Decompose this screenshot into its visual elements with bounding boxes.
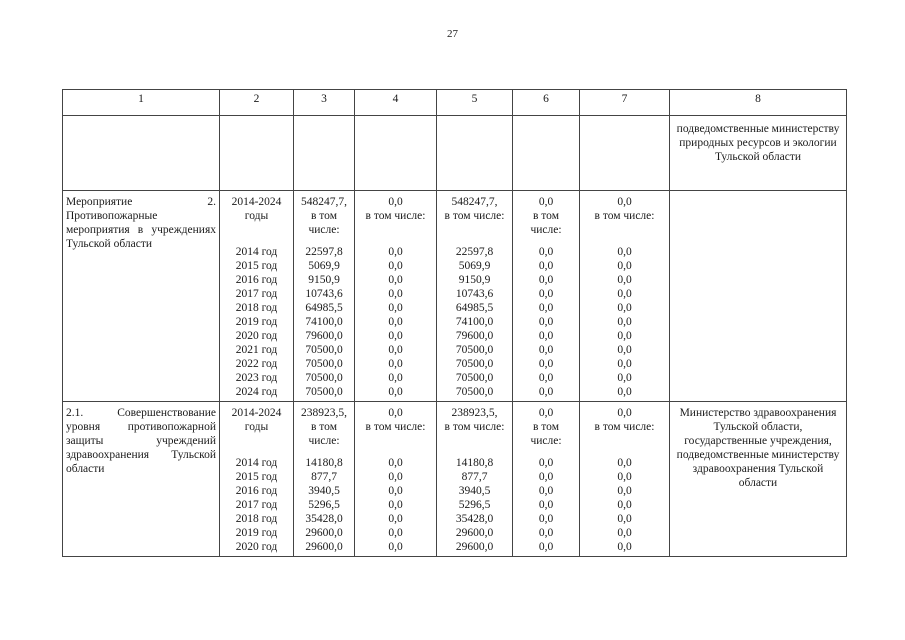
column-header: 5 — [437, 90, 513, 116]
year-value: 0,0 — [538, 513, 554, 525]
year-value: 0,0 — [617, 513, 632, 525]
year-label: 2014 год — [235, 457, 278, 469]
year-value: 35428,0 — [455, 513, 494, 525]
year-value: 29600,0 — [455, 527, 494, 539]
subtotal-label: в том числе: — [594, 421, 655, 433]
year-value: 0,0 — [538, 386, 554, 398]
subtotal-label: в том числе: — [594, 210, 655, 222]
year-value: 9150,9 — [458, 274, 491, 286]
year-label: 2024 год — [235, 386, 278, 398]
amount-cell — [513, 402, 580, 557]
year-value: 0,0 — [388, 358, 403, 370]
year-value: 70500,0 — [455, 372, 494, 384]
year-value: 70500,0 — [305, 344, 343, 356]
year-value: 0,0 — [617, 386, 632, 398]
year-value: 0,0 — [538, 358, 554, 370]
measure-name-cell — [63, 191, 220, 402]
year-value: 0,0 — [538, 260, 554, 272]
year-value: 0,0 — [617, 457, 632, 469]
year-value: 0,0 — [617, 316, 632, 328]
column-header: 3 — [294, 90, 355, 116]
total-value: 0,0 — [538, 407, 554, 419]
column-header: 4 — [355, 90, 437, 116]
year-value: 0,0 — [617, 471, 632, 483]
year-label: 2017 год — [235, 288, 278, 300]
year-value: 22597,8 — [305, 246, 343, 258]
executor-cell — [670, 191, 847, 402]
column-header: 8 — [670, 90, 847, 116]
year-value: 0,0 — [388, 527, 403, 539]
year-value: 70500,0 — [305, 372, 343, 384]
year-value: 0,0 — [538, 330, 554, 342]
total-value: 0,0 — [538, 196, 554, 208]
year-value: 0,0 — [538, 457, 554, 469]
measure-row — [63, 191, 847, 402]
year-label: 2019 год — [235, 527, 278, 539]
year-label: 2019 год — [235, 316, 278, 328]
year-value: 0,0 — [388, 499, 403, 511]
year-value: 64985,5 — [305, 302, 343, 314]
year-value: 79600,0 — [305, 330, 343, 342]
amount-cell — [355, 191, 437, 402]
executor-cell: Министерство здравоохранения Тульской области, государственные учреждения, подведомственные министерству здравоохранения Тульской области — [670, 402, 847, 557]
subtotal-label: в том числе: — [444, 421, 505, 433]
year-value: 0,0 — [538, 471, 554, 483]
year-value: 29600,0 — [305, 541, 343, 553]
measure-name-cell — [63, 402, 220, 557]
year-value: 0,0 — [617, 499, 632, 511]
period-label: 2014-2024 годы — [231, 407, 282, 433]
year-value: 0,0 — [388, 344, 403, 356]
year-value: 0,0 — [617, 246, 632, 258]
year-value: 0,0 — [617, 527, 632, 539]
year-value: 79600,0 — [455, 330, 494, 342]
year-label: 2016 год — [235, 485, 278, 497]
period-cell — [220, 191, 294, 402]
year-value: 0,0 — [538, 499, 554, 511]
year-value: 70500,0 — [305, 358, 343, 370]
year-value: 35428,0 — [305, 513, 343, 525]
year-value: 0,0 — [617, 274, 632, 286]
year-value: 0,0 — [388, 541, 403, 553]
amount-cell — [580, 402, 670, 557]
year-value: 0,0 — [538, 288, 554, 300]
year-value: 0,0 — [538, 246, 554, 258]
year-value: 0,0 — [617, 288, 632, 300]
total-value: 0,0 — [388, 196, 403, 208]
total-value: 238923,5, — [301, 407, 347, 419]
year-value: 0,0 — [388, 386, 403, 398]
year-value: 0,0 — [538, 274, 554, 286]
year-label: 2015 год — [235, 260, 278, 272]
year-value: 0,0 — [388, 471, 403, 483]
period-cell — [220, 402, 294, 557]
year-value: 0,0 — [388, 372, 403, 384]
period-label: 2014-2024 годы — [231, 196, 282, 222]
subtotal-label: числе: — [308, 435, 340, 447]
page-number: 27 — [447, 28, 458, 40]
year-value: 29600,0 — [305, 527, 343, 539]
subtotal-label: в том числе: — [365, 210, 426, 222]
measure-row — [63, 402, 847, 557]
subtotal-label: в том числе: — [444, 210, 505, 222]
year-value: 70500,0 — [455, 386, 494, 398]
year-label: 2015 год — [235, 471, 278, 483]
year-value: 70500,0 — [455, 344, 494, 356]
continuation-row — [63, 116, 847, 191]
amount-cell — [580, 191, 670, 402]
year-label: 2016 год — [235, 274, 278, 286]
total-value: 548247,7, — [301, 196, 347, 208]
year-value: 3940,5 — [308, 485, 340, 497]
year-value: 0,0 — [617, 302, 632, 314]
year-value: 10743,6 — [305, 288, 343, 300]
year-value: 0,0 — [538, 302, 554, 314]
total-value: 0,0 — [617, 196, 632, 208]
year-value: 0,0 — [617, 372, 632, 384]
amount-cell — [437, 191, 513, 402]
year-value: 0,0 — [617, 260, 632, 272]
amount-cell — [294, 191, 355, 402]
year-label: 2017 год — [235, 499, 278, 511]
year-value: 0,0 — [388, 316, 403, 328]
year-value: 0,0 — [617, 330, 632, 342]
year-value: 0,0 — [617, 541, 632, 553]
header-row — [63, 90, 847, 116]
program-table — [62, 89, 847, 557]
year-value: 74100,0 — [305, 316, 343, 328]
year-value: 877,7 — [461, 471, 488, 483]
year-value: 10743,6 — [455, 288, 494, 300]
year-value: 22597,8 — [455, 246, 494, 258]
year-value: 64985,5 — [455, 302, 494, 314]
executor-cell: подведомственные министерству природных ресурсов и экологии Тульской области — [670, 116, 847, 191]
subtotal-label: числе: — [308, 224, 340, 236]
year-value: 0,0 — [538, 527, 554, 539]
year-value: 0,0 — [388, 457, 403, 469]
year-value: 0,0 — [617, 485, 632, 497]
year-label: 2022 год — [235, 358, 278, 370]
year-value: 0,0 — [538, 316, 554, 328]
amount-cell — [437, 402, 513, 557]
subtotal-label: в том — [311, 421, 337, 433]
total-value: 0,0 — [617, 407, 632, 419]
column-header: 7 — [580, 90, 670, 116]
year-value: 0,0 — [388, 288, 403, 300]
year-value: 9150,9 — [308, 274, 340, 286]
year-value: 14180,8 — [305, 457, 343, 469]
column-header: 1 — [63, 90, 220, 116]
year-value: 0,0 — [388, 513, 403, 525]
year-value: 5296,5 — [308, 499, 340, 511]
year-value: 29600,0 — [455, 541, 494, 553]
year-label: 2021 год — [235, 344, 278, 356]
amount-cell — [294, 402, 355, 557]
year-value: 0,0 — [538, 344, 554, 356]
year-value: 14180,8 — [455, 457, 494, 469]
year-value: 0,0 — [388, 330, 403, 342]
year-label: 2020 год — [235, 330, 278, 342]
subtotal-label: в том — [533, 210, 559, 222]
total-value: 238923,5, — [451, 407, 498, 419]
year-value: 0,0 — [388, 274, 403, 286]
year-value: 0,0 — [617, 358, 632, 370]
year-value: 0,0 — [538, 541, 554, 553]
year-value: 3940,5 — [458, 485, 491, 497]
year-value: 0,0 — [538, 485, 554, 497]
year-value: 0,0 — [388, 485, 403, 497]
column-header: 2 — [220, 90, 294, 116]
year-label: 2023 год — [235, 372, 278, 384]
subtotal-label: в том числе: — [365, 421, 426, 433]
column-header: 6 — [513, 90, 580, 116]
year-value: 74100,0 — [455, 316, 494, 328]
subtotal-label: числе: — [530, 224, 562, 236]
amount-cell — [355, 402, 437, 557]
year-value: 0,0 — [388, 260, 403, 272]
year-value: 70500,0 — [305, 386, 343, 398]
year-label: 2018 год — [235, 513, 278, 525]
year-value: 5069,9 — [308, 260, 340, 272]
year-value: 5069,9 — [458, 260, 491, 272]
year-value: 0,0 — [388, 302, 403, 314]
measure-name: Мероприятие 2. Противопожарные мероприятия в учреждениях Тульской области — [66, 196, 216, 250]
year-value: 70500,0 — [455, 358, 494, 370]
subtotal-label: в том — [533, 421, 559, 433]
year-value: 0,0 — [388, 246, 403, 258]
amount-cell — [513, 191, 580, 402]
year-value: 0,0 — [538, 372, 554, 384]
year-value: 5296,5 — [458, 499, 491, 511]
year-value: 877,7 — [311, 471, 337, 483]
total-value: 0,0 — [388, 407, 403, 419]
subtotal-label: числе: — [530, 435, 562, 447]
total-value: 548247,7, — [451, 196, 498, 208]
measure-name: 2.1. Совершенствование уровня противопожарной защиты учреждений здравоохранения Тульской области — [66, 407, 216, 475]
year-label: 2018 год — [235, 302, 278, 314]
subtotal-label: в том — [311, 210, 337, 222]
year-label: 2014 год — [235, 246, 278, 258]
year-label: 2020 год — [235, 541, 278, 553]
year-value: 0,0 — [617, 344, 632, 356]
